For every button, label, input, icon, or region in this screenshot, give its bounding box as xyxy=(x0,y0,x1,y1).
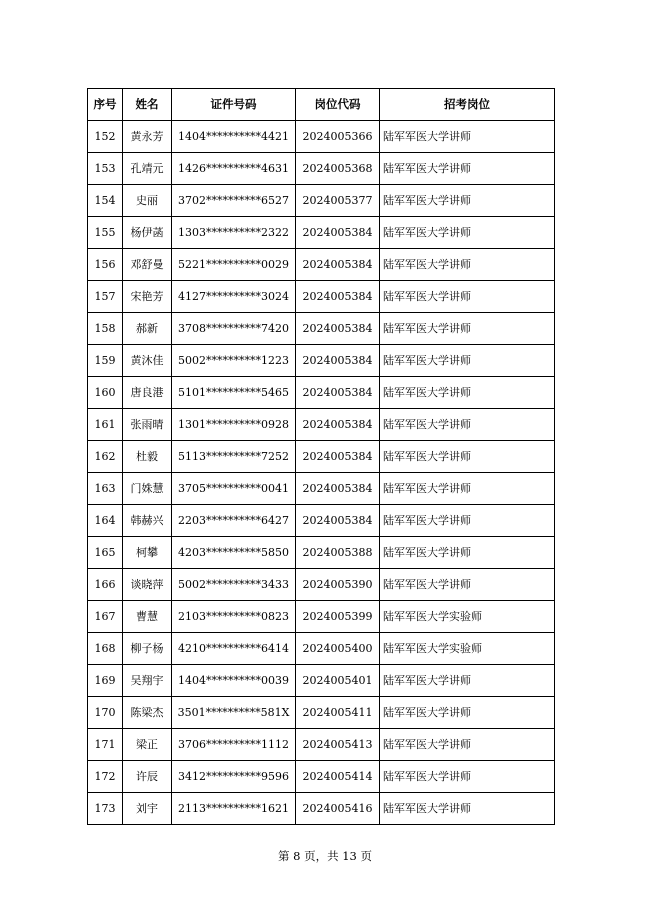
id-number-cell: 5221**********0029 xyxy=(172,249,296,281)
table-row xyxy=(88,441,555,473)
post-title-cell: 陆军军医大学讲师 xyxy=(380,377,555,409)
seq-cell: 161 xyxy=(88,409,123,441)
seq-cell: 165 xyxy=(88,537,123,569)
id-number-cell: 1404**********0039 xyxy=(172,665,296,697)
post-code-cell: 2024005384 xyxy=(296,473,380,505)
table-row xyxy=(88,345,555,377)
post-code-cell: 2024005384 xyxy=(296,377,380,409)
table-row xyxy=(88,313,555,345)
post-title-cell: 陆军军医大学讲师 xyxy=(380,505,555,537)
id-number-cell: 5002**********1223 xyxy=(172,345,296,377)
header-id-number: 证件号码 xyxy=(172,89,296,121)
name-cell: 吴翔宇 xyxy=(123,665,172,697)
id-number-cell: 3702**********6527 xyxy=(172,185,296,217)
post-code-cell: 2024005390 xyxy=(296,569,380,601)
name-cell: 谈晓萍 xyxy=(123,569,172,601)
seq-cell: 168 xyxy=(88,633,123,665)
seq-cell: 169 xyxy=(88,665,123,697)
post-title-cell: 陆军军医大学讲师 xyxy=(380,185,555,217)
post-title-cell: 陆军军医大学讲师 xyxy=(380,121,555,153)
post-title-cell: 陆军军医大学讲师 xyxy=(380,409,555,441)
table-body xyxy=(88,121,555,825)
id-number-cell: 5002**********3433 xyxy=(172,569,296,601)
header-post-code: 岗位代码 xyxy=(296,89,380,121)
table-row xyxy=(88,697,555,729)
id-number-cell: 4203**********5850 xyxy=(172,537,296,569)
name-cell: 刘宇 xyxy=(123,793,172,825)
seq-cell: 171 xyxy=(88,729,123,761)
name-cell: 韩赫兴 xyxy=(123,505,172,537)
table-row xyxy=(88,153,555,185)
seq-cell: 158 xyxy=(88,313,123,345)
id-number-cell: 1303**********2322 xyxy=(172,217,296,249)
post-title-cell: 陆军军医大学讲师 xyxy=(380,697,555,729)
post-code-cell: 2024005366 xyxy=(296,121,380,153)
id-number-cell: 5101**********5465 xyxy=(172,377,296,409)
page-number-footer: 第 8 页，共 13 页 xyxy=(277,849,373,863)
name-cell: 郝新 xyxy=(123,313,172,345)
id-number-cell: 4210**********6414 xyxy=(172,633,296,665)
table-row xyxy=(88,217,555,249)
header-seq: 序号 xyxy=(88,89,123,121)
table-row xyxy=(88,793,555,825)
post-code-cell: 2024005411 xyxy=(296,697,380,729)
seq-cell: 172 xyxy=(88,761,123,793)
table-row xyxy=(88,537,555,569)
post-code-cell: 2024005388 xyxy=(296,537,380,569)
table-row xyxy=(88,665,555,697)
post-title-cell: 陆军军医大学讲师 xyxy=(380,281,555,313)
post-code-cell: 2024005368 xyxy=(296,153,380,185)
table-row xyxy=(88,569,555,601)
name-cell: 史丽 xyxy=(123,185,172,217)
id-number-cell: 3501**********581X xyxy=(172,697,296,729)
post-code-cell: 2024005384 xyxy=(296,249,380,281)
seq-cell: 156 xyxy=(88,249,123,281)
id-number-cell: 3706**********1112 xyxy=(172,729,296,761)
post-code-cell: 2024005413 xyxy=(296,729,380,761)
name-cell: 孔靖元 xyxy=(123,153,172,185)
post-code-cell: 2024005399 xyxy=(296,601,380,633)
post-code-cell: 2024005377 xyxy=(296,185,380,217)
post-code-cell: 2024005384 xyxy=(296,409,380,441)
post-code-cell: 2024005401 xyxy=(296,665,380,697)
id-number-cell: 2103**********0823 xyxy=(172,601,296,633)
post-code-cell: 2024005384 xyxy=(296,345,380,377)
table-header-row xyxy=(88,89,555,121)
id-number-cell: 3705**********0041 xyxy=(172,473,296,505)
post-title-cell: 陆军军医大学讲师 xyxy=(380,217,555,249)
name-cell: 唐良港 xyxy=(123,377,172,409)
seq-cell: 159 xyxy=(88,345,123,377)
seq-cell: 157 xyxy=(88,281,123,313)
post-title-cell: 陆军军医大学讲师 xyxy=(380,249,555,281)
post-title-cell: 陆军军医大学讲师 xyxy=(380,345,555,377)
name-cell: 许辰 xyxy=(123,761,172,793)
post-title-cell: 陆军军医大学讲师 xyxy=(380,313,555,345)
name-cell: 宋艳芳 xyxy=(123,281,172,313)
name-cell: 张雨晴 xyxy=(123,409,172,441)
name-cell: 门姝慧 xyxy=(123,473,172,505)
id-number-cell: 2113**********1621 xyxy=(172,793,296,825)
table-row xyxy=(88,601,555,633)
header-name: 姓名 xyxy=(123,89,172,121)
id-number-cell: 3412**********9596 xyxy=(172,761,296,793)
post-code-cell: 2024005400 xyxy=(296,633,380,665)
id-number-cell: 5113**********7252 xyxy=(172,441,296,473)
table-row xyxy=(88,249,555,281)
table-row xyxy=(88,473,555,505)
name-cell: 杜毅 xyxy=(123,441,172,473)
id-number-cell: 4127**********3024 xyxy=(172,281,296,313)
post-title-cell: 陆军军医大学讲师 xyxy=(380,793,555,825)
name-cell: 柳子杨 xyxy=(123,633,172,665)
name-cell: 黄永芳 xyxy=(123,121,172,153)
name-cell: 曹慧 xyxy=(123,601,172,633)
seq-cell: 152 xyxy=(88,121,123,153)
seq-cell: 160 xyxy=(88,377,123,409)
name-cell: 杨伊菡 xyxy=(123,217,172,249)
seq-cell: 155 xyxy=(88,217,123,249)
header-post-title: 招考岗位 xyxy=(380,89,555,121)
name-cell: 邓舒曼 xyxy=(123,249,172,281)
post-title-cell: 陆军军医大学讲师 xyxy=(380,665,555,697)
seq-cell: 154 xyxy=(88,185,123,217)
table-row xyxy=(88,633,555,665)
id-number-cell: 3708**********7420 xyxy=(172,313,296,345)
seq-cell: 166 xyxy=(88,569,123,601)
seq-cell: 153 xyxy=(88,153,123,185)
post-title-cell: 陆军军医大学讲师 xyxy=(380,537,555,569)
post-title-cell: 陆军军医大学讲师 xyxy=(380,761,555,793)
seq-cell: 164 xyxy=(88,505,123,537)
table-row xyxy=(88,377,555,409)
table-row xyxy=(88,729,555,761)
id-number-cell: 1301**********0928 xyxy=(172,409,296,441)
seq-cell: 162 xyxy=(88,441,123,473)
name-cell: 梁正 xyxy=(123,729,172,761)
id-number-cell: 1404**********4421 xyxy=(172,121,296,153)
post-title-cell: 陆军军医大学讲师 xyxy=(380,569,555,601)
seq-cell: 163 xyxy=(88,473,123,505)
post-title-cell: 陆军军医大学实验师 xyxy=(380,601,555,633)
post-title-cell: 陆军军医大学讲师 xyxy=(380,729,555,761)
post-code-cell: 2024005384 xyxy=(296,505,380,537)
post-code-cell: 2024005384 xyxy=(296,313,380,345)
id-number-cell: 1426**********4631 xyxy=(172,153,296,185)
table-row xyxy=(88,185,555,217)
seq-cell: 167 xyxy=(88,601,123,633)
table-row xyxy=(88,409,555,441)
name-cell: 陈梁杰 xyxy=(123,697,172,729)
post-code-cell: 2024005416 xyxy=(296,793,380,825)
seq-cell: 170 xyxy=(88,697,123,729)
table-row xyxy=(88,505,555,537)
post-title-cell: 陆军军医大学讲师 xyxy=(380,473,555,505)
post-title-cell: 陆军军医大学讲师 xyxy=(380,153,555,185)
candidate-table xyxy=(87,88,555,825)
table-row xyxy=(88,761,555,793)
post-title-cell: 陆军军医大学实验师 xyxy=(380,633,555,665)
post-code-cell: 2024005384 xyxy=(296,281,380,313)
table-row xyxy=(88,121,555,153)
id-number-cell: 2203**********6427 xyxy=(172,505,296,537)
post-code-cell: 2024005414 xyxy=(296,761,380,793)
post-code-cell: 2024005384 xyxy=(296,217,380,249)
post-title-cell: 陆军军医大学讲师 xyxy=(380,441,555,473)
post-code-cell: 2024005384 xyxy=(296,441,380,473)
seq-cell: 173 xyxy=(88,793,123,825)
table-row xyxy=(88,281,555,313)
name-cell: 黄沐佳 xyxy=(123,345,172,377)
name-cell: 柯攀 xyxy=(123,537,172,569)
